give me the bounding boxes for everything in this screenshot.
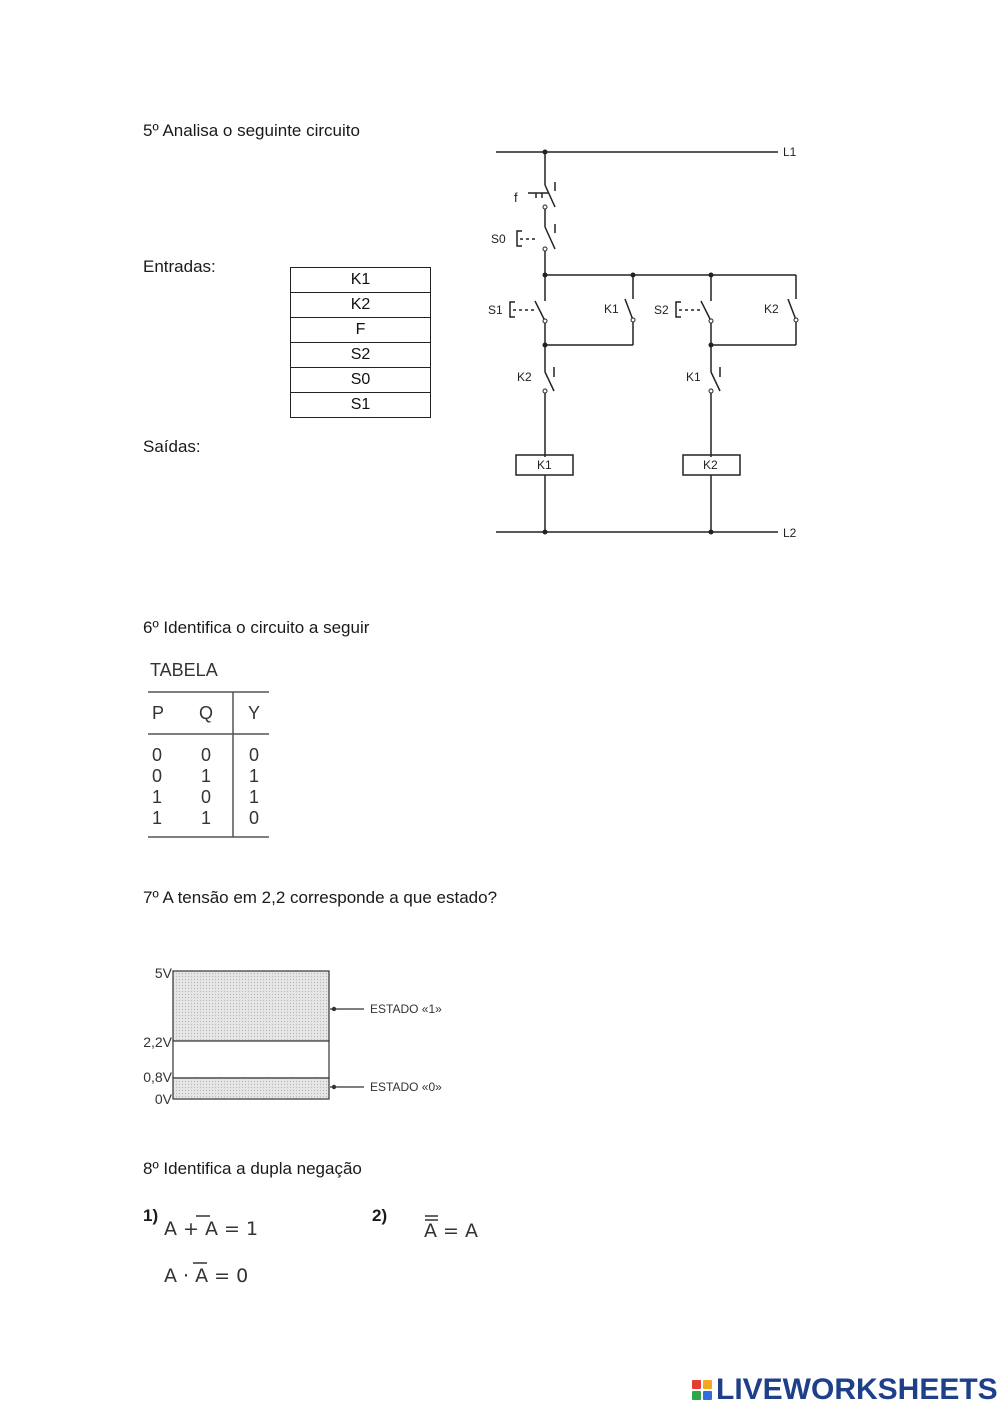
svg-text:A = A: [424, 1220, 478, 1242]
option-1-label: 1): [143, 1206, 159, 1225]
input-cell: S1: [291, 393, 431, 418]
level-0-8v: 0,8V: [143, 1069, 172, 1085]
svg-text:A · A = 0: [164, 1265, 248, 1287]
input-cell: K1: [291, 268, 431, 293]
s0-contact: [545, 227, 555, 249]
logo-square: [692, 1380, 701, 1389]
input-cell: K2: [291, 293, 431, 318]
eq2-rhs: = 0: [208, 1265, 249, 1287]
logo-text: LIVEWORKSHEETS: [716, 1373, 998, 1406]
control-circuit-diagram: [480, 135, 820, 550]
k1-interlock-contact: [711, 372, 720, 391]
k1-hold-contact: [625, 299, 633, 320]
k2-interlock-contact: [545, 372, 554, 391]
level-0v: 0V: [154, 1091, 172, 1107]
complement-law-equation: [160, 1208, 270, 1240]
cell: 1: [249, 787, 260, 807]
header-p: P: [152, 703, 165, 723]
table-row: [291, 293, 431, 318]
label-s1: S1: [488, 303, 503, 317]
q5-title: 5º Analisa o seguinte circuito: [143, 121, 360, 140]
eq1-rhs: = 1: [218, 1218, 259, 1240]
eq2-lhs: A ·: [164, 1265, 196, 1287]
eq3-rhs: = A: [437, 1220, 478, 1242]
svg-text:A + A = 1: [164, 1218, 258, 1240]
logo-square: [703, 1380, 712, 1389]
saidas-label: Saídas:: [143, 437, 201, 456]
logo-square: [692, 1391, 701, 1400]
cell: 0: [249, 808, 260, 828]
q8-title: 8º Identifica a dupla negação: [143, 1159, 362, 1178]
table-row: [291, 268, 431, 293]
table-row: [291, 318, 431, 343]
cell: 1: [201, 766, 212, 786]
cell: 1: [249, 766, 260, 786]
contradiction-law-equation: [160, 1257, 270, 1289]
input-cell: S0: [291, 368, 431, 393]
label-k2-interlock: K2: [517, 370, 532, 384]
input-cell: F: [291, 318, 431, 343]
cell: 0: [201, 745, 212, 765]
q6-title: 6º Identifica o circuito a seguir: [143, 618, 370, 637]
level-5v: 5V: [154, 965, 172, 981]
cell: 1: [201, 808, 212, 828]
logo-square: [703, 1391, 712, 1400]
low-region: [173, 1078, 329, 1099]
k2-hold-contact: [788, 299, 796, 320]
logo-mark-icon: [692, 1380, 712, 1400]
liveworksheets-logo[interactable]: [692, 1372, 998, 1408]
table-row: [291, 343, 431, 368]
label-k2-hold: K2: [764, 302, 779, 316]
label-s0: S0: [491, 232, 506, 246]
table-row: [291, 368, 431, 393]
label-l2: L2: [783, 526, 797, 540]
double-negation-equation: [420, 1212, 500, 1244]
cell: 0: [152, 745, 163, 765]
label-l1: L1: [783, 145, 797, 159]
state-low-label: ESTADO «0»: [370, 1080, 442, 1094]
option-2-label: 2): [372, 1206, 388, 1225]
cell: 1: [152, 787, 163, 807]
level-2-2v: 2,2V: [143, 1034, 172, 1050]
undefined-region: [173, 1041, 329, 1078]
cell: 1: [152, 808, 163, 828]
cell: 0: [152, 766, 163, 786]
state-high-label: ESTADO «1»: [370, 1002, 442, 1016]
label-coil-k2: K2: [703, 458, 718, 472]
truth-table-title: TABELA: [150, 660, 218, 680]
eq3-bar-var: A: [424, 1220, 437, 1242]
cell: 0: [249, 745, 260, 765]
high-region: [173, 971, 329, 1041]
label-k1-interlock: K1: [686, 370, 701, 384]
voltage-levels-diagram: [130, 960, 470, 1110]
label-coil-k1: K1: [537, 458, 552, 472]
s2-contact: [701, 301, 711, 321]
label-k1-hold: K1: [604, 302, 619, 316]
eq1-lhs: A +: [164, 1218, 205, 1240]
eq1-bar-var: A: [205, 1218, 218, 1240]
entradas-label: Entradas:: [143, 257, 216, 276]
input-cell: S2: [291, 343, 431, 368]
fuse-contact: [545, 185, 555, 207]
cell: 0: [201, 787, 212, 807]
header-q: Q: [199, 703, 214, 723]
label-s2: S2: [654, 303, 669, 317]
label-fuse: f: [514, 190, 518, 205]
q7-title: 7º A tensão em 2,2 corresponde a que estado?: [143, 888, 498, 907]
truth-table: [144, 655, 274, 845]
s1-contact: [535, 301, 545, 321]
eq2-bar-var: A: [195, 1265, 209, 1287]
inputs-table: [290, 267, 431, 418]
header-y: Y: [248, 703, 261, 723]
table-row: [291, 393, 431, 418]
